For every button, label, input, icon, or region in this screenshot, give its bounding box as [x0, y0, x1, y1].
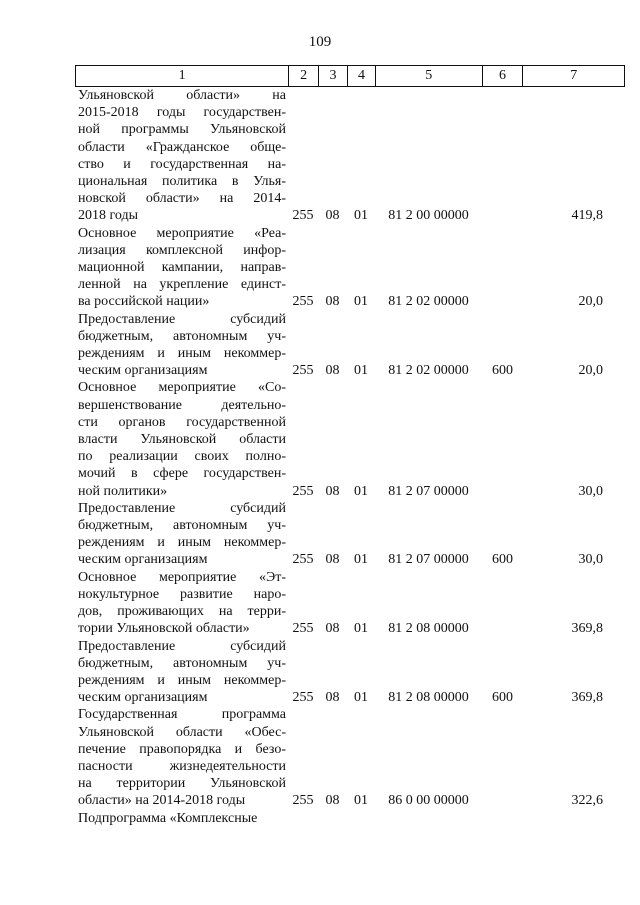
table-row	[75, 638, 625, 707]
table-header	[75, 65, 625, 87]
row-description	[75, 500, 288, 569]
cell-c4: 01	[354, 363, 368, 379]
description-line: 2018 годы	[78, 208, 139, 224]
description-line: Основное мероприятие «Эт-	[78, 569, 286, 585]
cell-c7: 20,0	[578, 294, 603, 310]
description-line: области «Гражданское обще-	[78, 139, 286, 155]
description-line: печение правопорядка и безо-	[78, 741, 286, 757]
description-line: тории Ульяновской области»	[78, 621, 250, 637]
description-line: ческим организациям	[78, 552, 208, 568]
description-line: Предоставление субсидий	[78, 500, 286, 516]
description-line: мочий в сфере государствен-	[78, 466, 286, 482]
row-description	[75, 706, 288, 809]
cell-c7: 30,0	[578, 483, 603, 499]
header-col-5: 5	[375, 66, 482, 86]
cell-c2: 255	[292, 483, 314, 499]
description-line: нокультурное развитие наро-	[78, 586, 286, 602]
table-body	[75, 87, 625, 827]
cell-c3: 08	[325, 690, 340, 706]
table-row	[75, 569, 625, 638]
description-line: вершенствование деятельно-	[78, 397, 286, 413]
cell-c2: 255	[292, 294, 314, 310]
cell-c5: 81 2 00 00000	[388, 208, 469, 224]
description-line: ческим организациям	[78, 690, 208, 706]
description-line: Подпрограмма «Комплексные	[78, 810, 258, 826]
description-line: Основное мероприятие «Со-	[78, 380, 286, 396]
table-row	[75, 706, 625, 809]
cell-c4: 01	[354, 793, 368, 809]
table-row	[75, 379, 625, 499]
description-line: бюджетным, автономным уч-	[78, 328, 286, 344]
cell-c3: 08	[325, 793, 340, 809]
description-line: бюджетным, автономным уч-	[78, 518, 286, 534]
row-description	[75, 638, 288, 707]
cell-c3: 08	[325, 621, 340, 637]
description-line: пасности жизнедеятельности	[78, 758, 286, 774]
cell-c7: 30,0	[578, 552, 603, 568]
cell-c2: 255	[292, 552, 314, 568]
row-description	[75, 569, 288, 638]
header-col-3: 3	[318, 66, 347, 86]
cell-c4: 01	[354, 483, 368, 499]
cell-c5: 81 2 07 00000	[388, 483, 469, 499]
cell-c3: 08	[325, 552, 340, 568]
cell-c3: 08	[325, 363, 340, 379]
table-row	[75, 810, 625, 827]
row-description	[75, 810, 288, 827]
cell-c4: 01	[354, 690, 368, 706]
description-line: циональная политика в Улья-	[78, 174, 286, 190]
description-line: реждениям и иным некоммер-	[78, 672, 286, 688]
cell-c7: 419,8	[571, 208, 603, 224]
description-line: власти Ульяновской области	[78, 432, 286, 448]
row-description	[75, 379, 288, 499]
cell-c7: 322,6	[571, 793, 603, 809]
cell-c4: 01	[354, 552, 368, 568]
cell-c7: 369,8	[571, 690, 603, 706]
table-row	[75, 311, 625, 380]
cell-c7: 369,8	[571, 621, 603, 637]
description-line: Государственная программа	[78, 707, 286, 723]
description-line: ленной на укрепление единст-	[78, 277, 286, 293]
cell-c2: 255	[292, 793, 314, 809]
description-line: Предоставление субсидий	[78, 638, 286, 654]
description-line: дов, проживающих на терри-	[78, 604, 286, 620]
row-description	[75, 225, 288, 311]
description-line: ва российской нации»	[78, 294, 210, 310]
cell-c5: 81 2 07 00000	[388, 552, 469, 568]
cell-c5: 81 2 02 00000	[388, 363, 469, 379]
table-row	[75, 87, 625, 225]
description-line: мационной кампании, направ-	[78, 260, 286, 276]
description-line: Ульяновской области» на	[78, 88, 286, 103]
cell-c2: 255	[292, 621, 314, 637]
description-line: лизация комплексной инфор-	[78, 242, 286, 258]
description-line: по реализации своих полно-	[78, 449, 286, 465]
cell-c4: 01	[354, 621, 368, 637]
cell-c5: 86 0 00 00000	[388, 793, 469, 809]
cell-c2: 255	[292, 363, 314, 379]
header-col-7: 7	[522, 66, 624, 86]
row-description	[75, 311, 288, 380]
cell-c4: 01	[354, 294, 368, 310]
description-line: реждениям и иным некоммер-	[78, 535, 286, 551]
cell-c2: 255	[292, 208, 314, 224]
description-line: новской области» на 2014-	[78, 191, 286, 207]
description-line: ческим организациям	[78, 363, 208, 379]
header-col-1: 1	[178, 68, 186, 83]
description-line: ной программы Ульяновской	[78, 122, 286, 138]
cell-c3: 08	[325, 483, 340, 499]
header-col-4: 4	[347, 66, 375, 86]
description-line: Основное мероприятие «Реа-	[78, 225, 286, 241]
cell-c5: 81 2 02 00000	[388, 294, 469, 310]
description-line: бюджетным, автономным уч-	[78, 655, 286, 671]
cell-c5: 81 2 08 00000	[388, 621, 469, 637]
description-line: ной политики»	[78, 483, 168, 499]
description-line: реждениям и иным некоммер-	[78, 346, 286, 362]
budget-table	[75, 65, 625, 827]
cell-c6: 600	[492, 552, 513, 568]
row-description	[75, 87, 288, 225]
header-col-6: 6	[482, 66, 523, 86]
cell-c6: 600	[492, 690, 513, 706]
description-line: 2015-2018 годы государствен-	[78, 105, 286, 121]
cell-c4: 01	[354, 208, 368, 224]
page-number: 109	[308, 34, 332, 50]
description-line: Ульяновской области «Обес-	[78, 724, 286, 740]
cell-c6: 600	[492, 363, 513, 379]
description-line: области» на 2014-2018 годы	[78, 793, 246, 809]
table-row	[75, 225, 625, 311]
description-line: сти органов государственной	[78, 414, 286, 430]
cell-c5: 81 2 08 00000	[388, 690, 469, 706]
cell-c3: 08	[325, 294, 340, 310]
header-col-2: 2	[288, 66, 318, 86]
table-row	[75, 500, 625, 569]
description-line: ство и государственная на-	[78, 156, 286, 172]
cell-c2: 255	[292, 690, 314, 706]
description-line: Предоставление субсидий	[78, 311, 286, 327]
description-line: на территории Ульяновской	[78, 776, 286, 792]
cell-c3: 08	[325, 208, 340, 224]
cell-c7: 20,0	[578, 363, 603, 379]
